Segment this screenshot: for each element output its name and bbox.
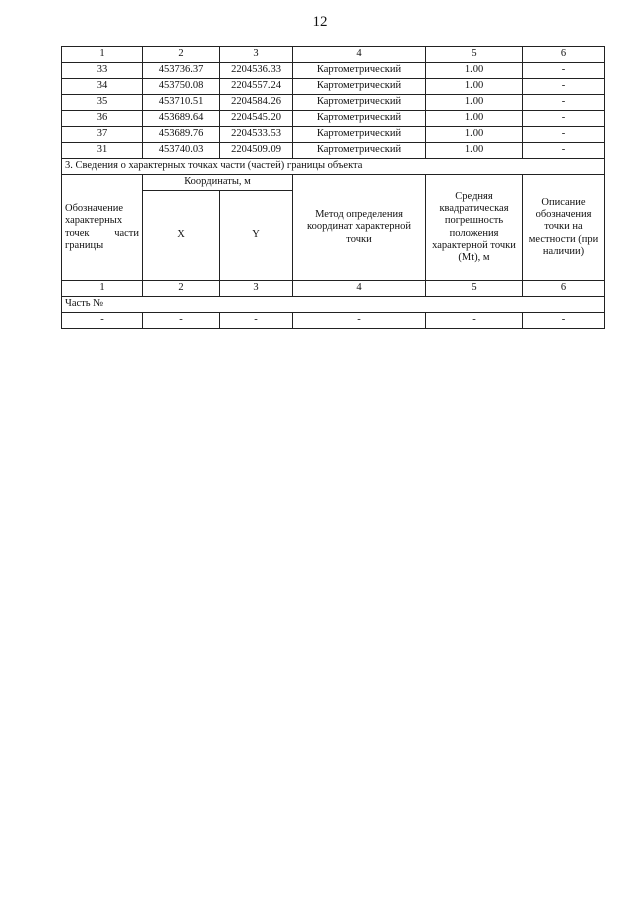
table-row — [62, 143, 605, 159]
method: Картометрический — [293, 143, 426, 159]
column-number: 4 — [293, 281, 426, 297]
x-header: X — [143, 191, 220, 281]
section-column-number-row — [62, 281, 605, 297]
empty-cell: - — [293, 313, 426, 329]
section-title-row — [62, 159, 605, 175]
table-row — [62, 79, 605, 95]
table-row — [62, 95, 605, 111]
column-number: 5 — [426, 47, 523, 63]
coord-x: 453740.03 — [143, 143, 220, 159]
designation-header: Обозначение характерных точек части границы — [62, 175, 143, 281]
column-number: 1 — [62, 47, 143, 63]
accuracy: 1.00 — [426, 127, 523, 143]
method: Картометрический — [293, 111, 426, 127]
column-number: 6 — [523, 281, 605, 297]
part-label: Часть № — [62, 297, 605, 313]
accuracy: 1.00 — [426, 111, 523, 127]
description-header: Описание обозначения точки на местности (при наличии) — [523, 175, 605, 281]
coord-x: 453710.51 — [143, 95, 220, 111]
page-number: 12 — [312, 14, 328, 30]
column-number: 3 — [220, 47, 293, 63]
column-number-row — [62, 47, 605, 63]
description: - — [523, 63, 605, 79]
column-number: 6 — [523, 47, 605, 63]
empty-cell: - — [143, 313, 220, 329]
column-number: 2 — [143, 47, 220, 63]
coord-y: 2204533.53 — [220, 127, 293, 143]
column-number: 2 — [143, 281, 220, 297]
point-number: 31 — [62, 143, 143, 159]
empty-data-row — [62, 313, 605, 329]
point-number: 34 — [62, 79, 143, 95]
coord-y: 2204557.24 — [220, 79, 293, 95]
point-number: 33 — [62, 63, 143, 79]
coord-x: 453750.08 — [143, 79, 220, 95]
part-label-row — [62, 297, 605, 313]
coordinates-header: Координаты, м — [143, 175, 293, 191]
section-title: 3. Сведения о характерных точках части (частей) границы объекта — [62, 159, 605, 175]
boundary-points-table — [61, 46, 605, 329]
coord-x: 453689.76 — [143, 127, 220, 143]
method: Картометрический — [293, 127, 426, 143]
y-header: Y — [220, 191, 293, 281]
column-number: 1 — [62, 281, 143, 297]
accuracy: 1.00 — [426, 63, 523, 79]
accuracy-header: Средняя квадратическая погрешность положения характерной точки (Mt), м — [426, 175, 523, 281]
coord-y: 2204584.26 — [220, 95, 293, 111]
accuracy: 1.00 — [426, 79, 523, 95]
description: - — [523, 95, 605, 111]
coord-x: 453736.37 — [143, 63, 220, 79]
table-row — [62, 127, 605, 143]
table-row — [62, 63, 605, 79]
empty-cell: - — [220, 313, 293, 329]
description: - — [523, 127, 605, 143]
point-number: 37 — [62, 127, 143, 143]
point-number: 35 — [62, 95, 143, 111]
column-number: 3 — [220, 281, 293, 297]
point-number: 36 — [62, 111, 143, 127]
coord-y: 2204545.20 — [220, 111, 293, 127]
coord-x: 453689.64 — [143, 111, 220, 127]
description: - — [523, 143, 605, 159]
description: - — [523, 111, 605, 127]
accuracy: 1.00 — [426, 143, 523, 159]
coord-y: 2204509.09 — [220, 143, 293, 159]
description: - — [523, 79, 605, 95]
method-header: Метод определения координат характерной точки — [293, 175, 426, 281]
empty-cell: - — [62, 313, 143, 329]
section-header-row — [62, 175, 605, 191]
method: Картометрический — [293, 95, 426, 111]
method: Картометрический — [293, 79, 426, 95]
accuracy: 1.00 — [426, 95, 523, 111]
method: Картометрический — [293, 63, 426, 79]
column-number: 4 — [293, 47, 426, 63]
empty-cell: - — [523, 313, 605, 329]
coord-y: 2204536.33 — [220, 63, 293, 79]
empty-cell: - — [426, 313, 523, 329]
table-row — [62, 111, 605, 127]
column-number: 5 — [426, 281, 523, 297]
